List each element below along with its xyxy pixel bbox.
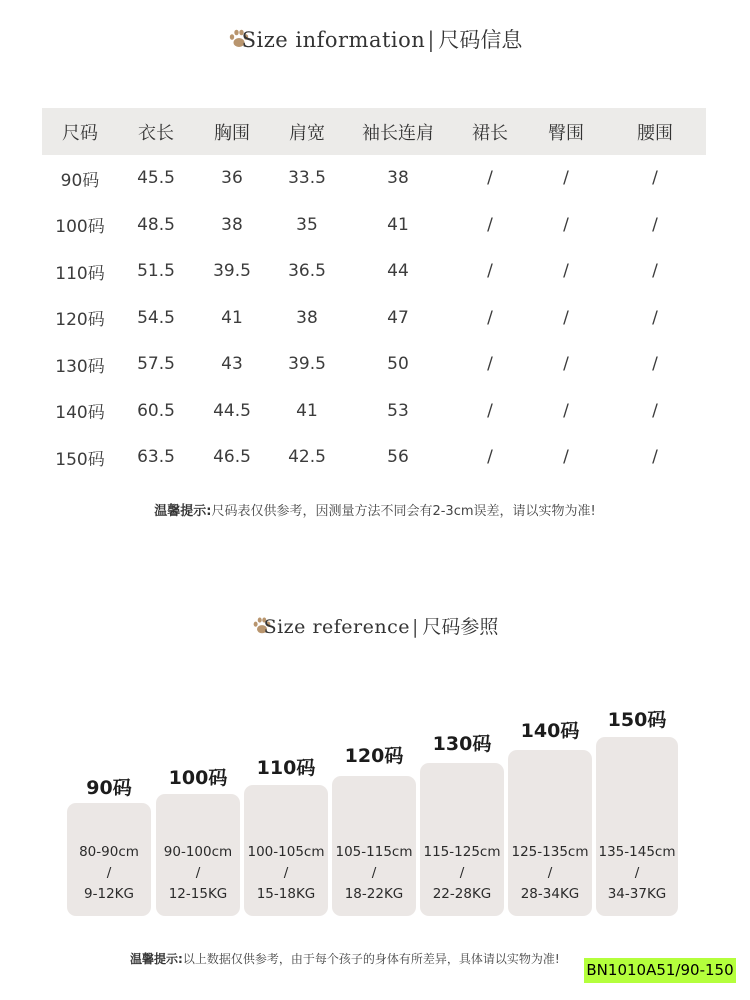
table-cell: / [563, 214, 569, 235]
card-weight: 9-12KG [84, 886, 134, 902]
title-divider: | [427, 28, 435, 52]
size-reference-card [508, 0, 592, 916]
table-cell: / [563, 307, 569, 328]
card-text [67, 842, 151, 905]
note-text: 以上数据仅供参考，由于每个孩子的身体有所差异，具体请以实物为准! [182, 952, 560, 966]
table-cell: 41 [296, 400, 318, 421]
table-cell: / [487, 214, 493, 235]
table-cell: / [563, 261, 569, 282]
card-height: 135-145cm [598, 844, 676, 860]
table-cell: 57.5 [137, 354, 175, 375]
header-cell: 肩宽 [270, 108, 344, 155]
table-cell: 53 [387, 400, 409, 421]
card-sep: / [459, 865, 465, 881]
size-reference-card [332, 0, 419, 916]
size-reference-note [130, 950, 560, 967]
table-cell: 33.5 [288, 168, 326, 189]
table-cell: / [563, 447, 569, 468]
card-sep: / [283, 865, 289, 881]
table-cell: 54.5 [137, 307, 175, 328]
table-cell: 39.5 [288, 354, 326, 375]
card-weight: 12-15KG [168, 886, 228, 902]
size-reference-card [596, 0, 678, 916]
card-height: 80-90cm [79, 844, 139, 860]
title-en: Size information [241, 28, 426, 52]
card-text [596, 842, 678, 905]
size-reference-card [156, 0, 240, 916]
table-cell: 36 [221, 168, 243, 189]
table-cell: 45.5 [137, 168, 175, 189]
table-cell: 46.5 [213, 447, 251, 468]
table-cell: 47 [387, 307, 409, 328]
title-divider: | [412, 616, 419, 638]
table-cell: 100码 [55, 217, 105, 238]
note-label: 温馨提示: [154, 504, 212, 519]
table-cell: 41 [387, 214, 409, 235]
table-cell: / [652, 400, 658, 421]
size-label: 140码 [520, 720, 580, 742]
table-cell: / [652, 307, 658, 328]
size-label: 150码 [607, 709, 667, 731]
table-cell: 39.5 [213, 261, 251, 282]
title-zh: 尺码参照 [422, 616, 499, 638]
size-reference-card [244, 0, 328, 916]
table-cell: / [487, 354, 493, 375]
card-text [244, 842, 328, 905]
card-height: 125-135cm [511, 844, 589, 860]
note-text: 尺码表仅供参考，因测量方法不同会有2-3cm误差，请以实物为准! [211, 504, 596, 519]
table-cell: / [652, 261, 658, 282]
size-label: 120码 [344, 745, 404, 767]
size-label: 130码 [432, 733, 492, 755]
card-weight: 18-22KG [344, 886, 404, 902]
table-cell: 120码 [55, 310, 105, 331]
card-height: 100-105cm [247, 844, 325, 860]
table-cell: / [652, 214, 658, 235]
table-cell: 90码 [60, 170, 100, 191]
table-cell: / [563, 168, 569, 189]
table-cell: 130码 [55, 356, 105, 377]
note-label: 温馨提示: [130, 952, 183, 966]
table-cell: / [487, 447, 493, 468]
table-cell: 41 [221, 307, 243, 328]
table-cell: 140码 [55, 403, 105, 424]
product-code-badge: BN1010A51/90-150 [584, 958, 736, 983]
size-label: 110码 [256, 757, 316, 779]
table-cell: 110码 [55, 263, 105, 284]
header-cell: 腰围 [604, 108, 706, 155]
header-cell: 裙长 [452, 108, 528, 155]
card-text [156, 842, 240, 905]
card-sep: / [195, 865, 201, 881]
header-cell: 胸围 [194, 108, 270, 155]
table-cell: 38 [387, 168, 409, 189]
table-cell: 38 [221, 214, 243, 235]
table-cell: / [652, 354, 658, 375]
card-sep: / [634, 865, 640, 881]
table-cell: / [487, 261, 493, 282]
table-cell: / [652, 168, 658, 189]
card-height: 90-100cm [163, 844, 233, 860]
size-reference-card [67, 0, 151, 916]
table-cell: 43 [221, 354, 243, 375]
size-label: 90码 [86, 777, 132, 799]
card-weight: 22-28KG [432, 886, 492, 902]
header-cell: 尺码 [42, 108, 118, 155]
title-en: Size reference [263, 616, 411, 638]
table-cell: 56 [387, 447, 409, 468]
card-text [420, 842, 504, 905]
card-sep: / [547, 865, 553, 881]
size-label: 100码 [168, 767, 228, 789]
table-cell: / [487, 400, 493, 421]
table-cell: 51.5 [137, 261, 175, 282]
table-cell: 60.5 [137, 400, 175, 421]
table-cell: / [487, 307, 493, 328]
table-cell: 44 [387, 261, 409, 282]
header-cell: 臀围 [528, 108, 604, 155]
table-cell: 38 [296, 307, 318, 328]
table-cell: / [487, 168, 493, 189]
table-cell: / [563, 400, 569, 421]
table-cell: / [563, 354, 569, 375]
card-weight: 28-34KG [520, 886, 580, 902]
card-text [508, 842, 592, 905]
table-cell: 48.5 [137, 214, 175, 235]
size-reference-card [420, 0, 504, 916]
card-weight: 15-18KG [256, 886, 316, 902]
header-cell: 衣长 [118, 108, 194, 155]
table-cell: 150码 [55, 449, 105, 470]
card-weight: 34-37KG [607, 886, 667, 902]
table-cell: 63.5 [137, 447, 175, 468]
card-height: 115-125cm [423, 844, 501, 860]
table-cell: 42.5 [288, 447, 326, 468]
table-cell: 36.5 [288, 261, 326, 282]
card-text [332, 842, 416, 905]
table-cell: / [652, 447, 658, 468]
card-sep: / [106, 865, 112, 881]
table-cell: 50 [387, 354, 409, 375]
table-cell: 35 [296, 214, 318, 235]
card-height: 105-115cm [335, 844, 413, 860]
card-sep: / [371, 865, 377, 881]
header-cell: 袖长连肩 [344, 108, 452, 155]
title-zh: 尺码信息 [438, 28, 523, 52]
table-cell: 44.5 [213, 400, 251, 421]
